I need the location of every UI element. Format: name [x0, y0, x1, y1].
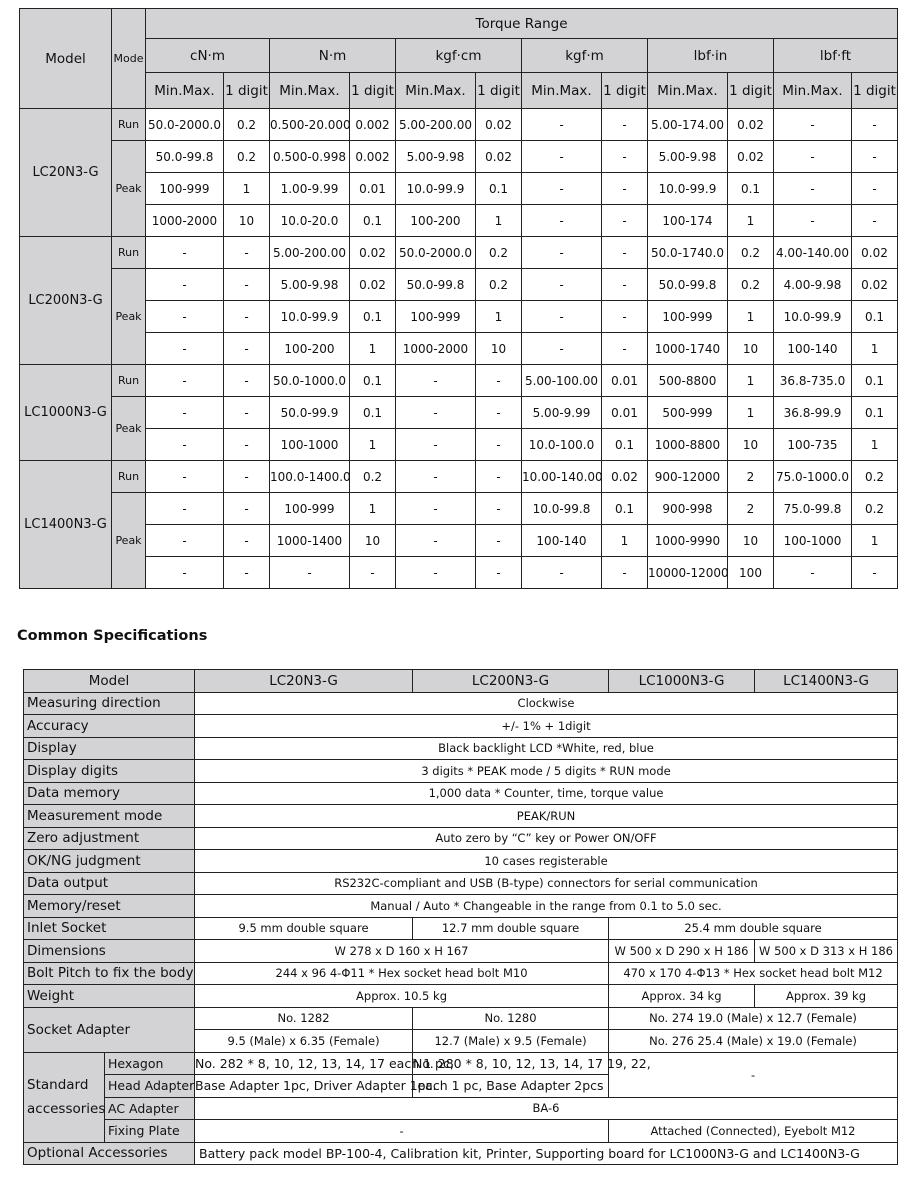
torque-row [20, 333, 898, 365]
digit-cell: - [224, 333, 270, 365]
range-cell: 500-999 [648, 397, 728, 429]
model-name: LC200N3-G [20, 237, 112, 365]
digit-cell: - [224, 525, 270, 557]
digit-cell: 0.02 [350, 269, 396, 301]
range-cell: - [522, 237, 602, 269]
digit-cell: 10 [728, 333, 774, 365]
digit-cell: 1 [350, 429, 396, 461]
spec-value: RS232C-compliant and USB (B-type) connectors for serial communication [195, 872, 898, 895]
accessory-label: Head Adapter [105, 1075, 195, 1098]
accessory-value: BA-6 [195, 1097, 898, 1120]
digit-cell: 0.2 [224, 109, 270, 141]
digit-cell: 0.01 [602, 397, 648, 429]
spec-value: W 500 x D 313 x H 186 [755, 940, 898, 963]
digit-cell: 0.2 [476, 269, 522, 301]
range-cell: - [146, 237, 224, 269]
digit-cell: 0.2 [476, 237, 522, 269]
unit-header: kgf·m [522, 39, 648, 73]
range-cell: 5.00-9.98 [648, 141, 728, 173]
digit-cell: 0.2 [224, 141, 270, 173]
minmax-header: Min.Max. [648, 73, 728, 109]
spec-label: Zero adjustment [24, 827, 195, 850]
unit-header: lbf·ft [774, 39, 898, 73]
standard-accessories-label-line1: Standard [27, 1077, 89, 1093]
spec-label: Data output [24, 872, 195, 895]
digit-cell: - [224, 461, 270, 493]
standard-accessories-label-line2: accessories [27, 1101, 106, 1117]
accessory-value: No. 282 * 8, 10, 12, 13, 14, 17 each 1 pc, [195, 1052, 413, 1075]
range-cell: 10.0-99.9 [648, 173, 728, 205]
spec-value: Auto zero by “C” key or Power ON/OFF [195, 827, 898, 850]
digit-cell: 1 [728, 365, 774, 397]
standard-accessories-label [24, 1052, 105, 1142]
spec-value: Approx. 39 kg [755, 985, 898, 1008]
torque-row [20, 205, 898, 237]
spec-value: 10 cases registerable [195, 850, 898, 873]
range-cell: - [774, 205, 852, 237]
accessory-label: Fixing Plate [105, 1120, 195, 1143]
torque-row [20, 557, 898, 589]
digit-cell: 1 [852, 333, 898, 365]
range-cell: - [146, 493, 224, 525]
range-cell: - [270, 557, 350, 589]
digit-cell: - [476, 461, 522, 493]
digit-cell: - [224, 397, 270, 429]
digit-cell: - [602, 173, 648, 205]
spec-label: Measuring direction [24, 692, 195, 715]
spec-label: Bolt Pitch to fix the body [24, 962, 195, 985]
range-cell: 10.0-99.8 [522, 493, 602, 525]
torque-row [20, 141, 898, 173]
digit-cell: 1 [728, 205, 774, 237]
digit-cell: 0.1 [476, 173, 522, 205]
digit-cell: 0.1 [852, 301, 898, 333]
digit-header: 1 digit [852, 73, 898, 109]
accessory-value: - [609, 1052, 898, 1097]
model-name: LC20N3-G [20, 109, 112, 237]
spec-model-name: LC1000N3-G [609, 670, 755, 693]
range-cell: 100-999 [270, 493, 350, 525]
spec-label: Display digits [24, 760, 195, 783]
minmax-header: Min.Max. [522, 73, 602, 109]
spec-value: 9.5 mm double square [195, 917, 413, 940]
range-cell: 10.0-99.9 [396, 173, 476, 205]
digit-cell: 0.2 [350, 461, 396, 493]
range-cell: 10.0-99.9 [270, 301, 350, 333]
mode-peak: Peak [112, 493, 146, 589]
digit-cell: 0.02 [476, 141, 522, 173]
range-cell: 100-1000 [270, 429, 350, 461]
accessory-value: - [195, 1120, 609, 1143]
digit-cell: 10 [728, 525, 774, 557]
mode-header: Mode [112, 9, 146, 109]
digit-cell: - [476, 493, 522, 525]
digit-cell: - [224, 557, 270, 589]
torque-range-header: Torque Range [146, 9, 898, 39]
range-cell: - [522, 141, 602, 173]
torque-row [20, 301, 898, 333]
range-cell: 100-200 [270, 333, 350, 365]
range-cell: 1000-2000 [396, 333, 476, 365]
range-cell: 1000-8800 [648, 429, 728, 461]
digit-cell: 0.02 [852, 237, 898, 269]
digit-cell: 1 [602, 525, 648, 557]
spec-label: Accuracy [24, 715, 195, 738]
spec-label: Inlet Socket [24, 917, 195, 940]
range-cell: - [396, 397, 476, 429]
minmax-header: Min.Max. [270, 73, 350, 109]
digit-cell: 10 [350, 525, 396, 557]
digit-cell: 1 [852, 429, 898, 461]
range-cell: 100-999 [648, 301, 728, 333]
range-cell: 10.00-140.00 [522, 461, 602, 493]
range-cell: 1000-1740 [648, 333, 728, 365]
range-cell: - [146, 429, 224, 461]
spec-label: Weight [24, 985, 195, 1008]
mode-run: Run [112, 109, 146, 141]
range-cell: - [774, 109, 852, 141]
spec-value: PEAK/RUN [195, 805, 898, 828]
minmax-header: Min.Max. [774, 73, 852, 109]
unit-header: kgf·cm [396, 39, 522, 73]
range-cell: 50.0-1740.0 [648, 237, 728, 269]
digit-cell: - [476, 429, 522, 461]
range-cell: - [146, 333, 224, 365]
range-cell: 1000-2000 [146, 205, 224, 237]
spec-value: 25.4 mm double square [609, 917, 898, 940]
range-cell: - [522, 205, 602, 237]
range-cell: 10.0-99.9 [774, 301, 852, 333]
digit-cell: 0.02 [728, 109, 774, 141]
digit-cell: 0.2 [852, 493, 898, 525]
digit-cell: - [852, 141, 898, 173]
spec-value: 9.5 (Male) x 6.35 (Female) [195, 1030, 413, 1053]
digit-cell: - [224, 269, 270, 301]
range-cell: 10.0-20.0 [270, 205, 350, 237]
digit-cell: - [476, 525, 522, 557]
torque-range-body [20, 109, 898, 589]
digit-cell: - [602, 141, 648, 173]
unit-header: lbf·in [648, 39, 774, 73]
digit-cell: 0.1 [852, 365, 898, 397]
torque-row [20, 429, 898, 461]
digit-cell: 0.02 [476, 109, 522, 141]
torque-row [20, 493, 898, 525]
range-cell: 1000-1400 [270, 525, 350, 557]
range-cell: 75.0-99.8 [774, 493, 852, 525]
range-cell: 500-8800 [648, 365, 728, 397]
range-cell: 0.500-20.000 [270, 109, 350, 141]
range-cell: 10.0-100.0 [522, 429, 602, 461]
range-cell: 50.0-99.9 [270, 397, 350, 429]
digit-cell: 0.1 [350, 365, 396, 397]
digit-cell: 1 [224, 173, 270, 205]
range-cell: - [146, 557, 224, 589]
range-cell: 4.00-140.00 [774, 237, 852, 269]
torque-row [20, 269, 898, 301]
accessory-value: Attached (Connected), Eyebolt M12 [609, 1120, 898, 1143]
range-cell: 100-140 [522, 525, 602, 557]
range-cell: 900-12000 [648, 461, 728, 493]
digit-cell: 1 [476, 205, 522, 237]
digit-cell: - [602, 557, 648, 589]
range-cell: - [522, 557, 602, 589]
digit-cell: 0.1 [350, 301, 396, 333]
spec-value: 1,000 data * Counter, time, torque value [195, 782, 898, 805]
range-cell: 50.0-99.8 [396, 269, 476, 301]
accessory-label: Hexagon [105, 1052, 195, 1075]
range-cell: 100.0-1400.0 [270, 461, 350, 493]
digit-header: 1 digit [602, 73, 648, 109]
torque-row [20, 397, 898, 429]
range-cell: 75.0-1000.0 [774, 461, 852, 493]
digit-cell: 1 [852, 525, 898, 557]
mode-run: Run [112, 365, 146, 397]
spec-value: Manual / Auto * Changeable in the range from 0.1 to 5.0 sec. [195, 895, 898, 918]
digit-cell: 10 [476, 333, 522, 365]
spec-value: W 500 x D 290 x H 186 [609, 940, 755, 963]
spec-model-label: Model [24, 670, 195, 693]
unit-header: cN·m [146, 39, 270, 73]
digit-cell: - [852, 173, 898, 205]
range-cell: 4.00-9.98 [774, 269, 852, 301]
range-cell: 5.00-9.99 [522, 397, 602, 429]
torque-row [20, 237, 898, 269]
digit-cell: 0.02 [852, 269, 898, 301]
digit-cell: 1 [476, 301, 522, 333]
digit-cell: 0.002 [350, 141, 396, 173]
minmax-header: Min.Max. [396, 73, 476, 109]
spec-label: Optional Accessories [24, 1142, 195, 1165]
range-cell: - [396, 493, 476, 525]
range-cell: 10000-12000 [648, 557, 728, 589]
digit-cell: 0.002 [350, 109, 396, 141]
torque-row [20, 461, 898, 493]
range-cell: 1.00-9.99 [270, 173, 350, 205]
torque-row [20, 365, 898, 397]
range-cell: - [396, 525, 476, 557]
range-cell: - [774, 557, 852, 589]
range-cell: 50.0-2000.0 [146, 109, 224, 141]
range-cell: 0.500-0.998 [270, 141, 350, 173]
spec-label: Dimensions [24, 940, 195, 963]
spec-model-name: LC20N3-G [195, 670, 413, 693]
range-cell: 100-140 [774, 333, 852, 365]
common-specs-title: Common Specifications [17, 628, 208, 644]
digit-cell: 0.01 [350, 173, 396, 205]
digit-cell: 1 [350, 493, 396, 525]
digit-cell: - [852, 109, 898, 141]
spec-value: Approx. 10.5 kg [195, 985, 609, 1008]
spec-value: Battery pack model BP-100-4, Calibration kit, Printer, Supporting board for LC1000N3-G and LC1400N3-G [195, 1142, 898, 1165]
digit-cell: 0.02 [350, 237, 396, 269]
spec-label: Data memory [24, 782, 195, 805]
range-cell: - [396, 557, 476, 589]
digit-cell: - [852, 205, 898, 237]
model-name: LC1400N3-G [20, 461, 112, 589]
digit-cell: 2 [728, 493, 774, 525]
range-cell: 100-174 [648, 205, 728, 237]
range-cell: - [774, 173, 852, 205]
spec-value: Approx. 34 kg [609, 985, 755, 1008]
mode-run: Run [112, 237, 146, 269]
spec-model-name: LC1400N3-G [755, 670, 898, 693]
digit-cell: - [602, 333, 648, 365]
spec-label: Display [24, 737, 195, 760]
spec-value: W 278 x D 160 x H 167 [195, 940, 609, 963]
spec-model-name: LC200N3-G [413, 670, 609, 693]
range-cell: 50.0-99.8 [648, 269, 728, 301]
range-cell: 5.00-174.00 [648, 109, 728, 141]
range-cell: - [522, 173, 602, 205]
digit-cell: 1 [728, 301, 774, 333]
spec-value: +/- 1% + 1digit [195, 715, 898, 738]
digit-cell: 0.1 [728, 173, 774, 205]
digit-cell: - [602, 301, 648, 333]
digit-cell: 0.2 [728, 237, 774, 269]
torque-range-table [19, 8, 898, 589]
digit-cell: - [602, 269, 648, 301]
range-cell: - [396, 365, 476, 397]
range-cell: - [774, 141, 852, 173]
range-cell: 900-998 [648, 493, 728, 525]
torque-row [20, 173, 898, 205]
accessory-label: AC Adapter [105, 1097, 195, 1120]
unit-header: N·m [270, 39, 396, 73]
spec-value: No. 274 19.0 (Male) x 12.7 (Female) [609, 1007, 898, 1030]
model-header: Model [20, 9, 112, 109]
digit-cell: 2 [728, 461, 774, 493]
digit-cell: - [224, 365, 270, 397]
digit-cell: - [476, 397, 522, 429]
mode-peak: Peak [112, 269, 146, 365]
range-cell: - [522, 333, 602, 365]
range-cell: - [146, 461, 224, 493]
spec-value: Clockwise [195, 692, 898, 715]
digit-cell: 1 [350, 333, 396, 365]
digit-cell: - [602, 205, 648, 237]
range-cell: - [522, 301, 602, 333]
range-cell: 5.00-200.00 [270, 237, 350, 269]
digit-cell: - [602, 109, 648, 141]
range-cell: 100-999 [396, 301, 476, 333]
digit-cell: 0.1 [852, 397, 898, 429]
digit-cell: - [224, 429, 270, 461]
range-cell: - [146, 525, 224, 557]
digit-cell: 0.1 [350, 205, 396, 237]
range-cell: 5.00-100.00 [522, 365, 602, 397]
digit-cell: - [224, 237, 270, 269]
digit-cell: - [602, 237, 648, 269]
range-cell: 1000-9990 [648, 525, 728, 557]
range-cell: 5.00-9.98 [396, 141, 476, 173]
spec-value: 3 digits * PEAK mode / 5 digits * RUN mode [195, 760, 898, 783]
torque-row [20, 525, 898, 557]
spec-label: Socket Adapter [24, 1007, 195, 1052]
digit-header: 1 digit [728, 73, 774, 109]
range-cell: - [522, 269, 602, 301]
range-cell: 5.00-9.98 [270, 269, 350, 301]
digit-cell: - [476, 365, 522, 397]
range-cell: - [396, 461, 476, 493]
range-cell: - [146, 365, 224, 397]
spec-label: Memory/reset [24, 895, 195, 918]
range-cell: - [522, 109, 602, 141]
digit-cell: - [224, 493, 270, 525]
digit-cell: 0.2 [852, 461, 898, 493]
spec-value: No. 1280 [413, 1007, 609, 1030]
spec-value: 12.7 mm double square [413, 917, 609, 940]
minmax-header: Min.Max. [146, 73, 224, 109]
spec-value: 244 x 96 4-Φ11 * Hex socket head bolt M10 [195, 962, 609, 985]
range-cell: 50.0-2000.0 [396, 237, 476, 269]
digit-cell: 0.02 [728, 141, 774, 173]
range-cell: - [146, 301, 224, 333]
range-cell: 36.8-99.9 [774, 397, 852, 429]
digit-cell: 0.2 [728, 269, 774, 301]
digit-cell: 10 [224, 205, 270, 237]
range-cell: - [146, 397, 224, 429]
range-cell: 36.8-735.0 [774, 365, 852, 397]
range-cell: 100-200 [396, 205, 476, 237]
digit-cell: 10 [728, 429, 774, 461]
digit-header: 1 digit [476, 73, 522, 109]
torque-row [20, 109, 898, 141]
digit-cell: 1 [728, 397, 774, 429]
model-name: LC1000N3-G [20, 365, 112, 461]
accessory-value: Base Adapter 1pc, Driver Adapter 1pc. [195, 1075, 413, 1098]
digit-cell: 0.02 [602, 461, 648, 493]
digit-cell: 0.1 [350, 397, 396, 429]
spec-value: No. 276 25.4 (Male) x 19.0 (Female) [609, 1030, 898, 1053]
mode-run: Run [112, 461, 146, 493]
digit-cell: 0.1 [602, 429, 648, 461]
digit-cell: 0.1 [602, 493, 648, 525]
digit-cell: 0.01 [602, 365, 648, 397]
range-cell: 100-999 [146, 173, 224, 205]
digit-cell: - [476, 557, 522, 589]
digit-header: 1 digit [224, 73, 270, 109]
range-cell: 100-735 [774, 429, 852, 461]
mode-peak: Peak [112, 141, 146, 237]
range-cell: 5.00-200.00 [396, 109, 476, 141]
spec-label: Measurement mode [24, 805, 195, 828]
digit-cell: - [350, 557, 396, 589]
common-specs-table [23, 669, 898, 1165]
range-cell: 100-1000 [774, 525, 852, 557]
digit-cell: 100 [728, 557, 774, 589]
range-cell: 50.0-99.8 [146, 141, 224, 173]
mode-peak: Peak [112, 397, 146, 461]
spec-value: Black backlight LCD *White, red, blue [195, 737, 898, 760]
range-cell: - [396, 429, 476, 461]
accessory-value: each 1 pc, Base Adapter 2pcs [413, 1075, 609, 1098]
spec-value: 12.7 (Male) x 9.5 (Female) [413, 1030, 609, 1053]
range-cell: 50.0-1000.0 [270, 365, 350, 397]
digit-cell: - [852, 557, 898, 589]
spec-value: No. 1282 [195, 1007, 413, 1030]
range-cell: - [146, 269, 224, 301]
accessory-value: No. 280 * 8, 10, 12, 13, 14, 17 19, 22, [413, 1052, 609, 1075]
digit-cell: - [224, 301, 270, 333]
digit-header: 1 digit [350, 73, 396, 109]
spec-value: 470 x 170 4-Φ13 * Hex socket head bolt M12 [609, 962, 898, 985]
spec-label: OK/NG judgment [24, 850, 195, 873]
